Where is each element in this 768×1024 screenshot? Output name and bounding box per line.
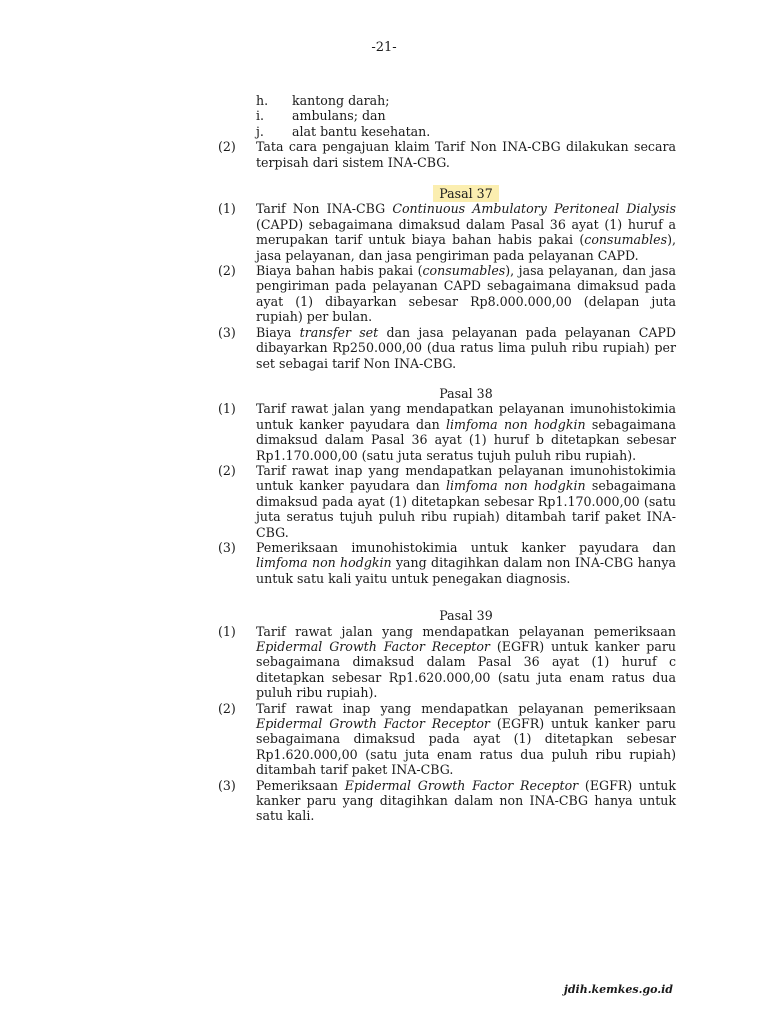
paragraph-number: (1) xyxy=(218,401,236,417)
paragraph-text: Tarif Non INA-CBG Continuous Ambulatory Peritoneal Dialysis (CAPD) sebagaimana dimaksud dalam Pasal 36 ayat (1) huruf a merupakan tarif untuk biaya bahan habis pakai (consumables), jasa pelayanan, dan jasa pengiriman pada pelayanan CAPD. xyxy=(256,201,676,263)
paragraph xyxy=(218,263,676,325)
paragraph xyxy=(218,401,676,463)
footer-link[interactable]: jdih.kemkes.go.id xyxy=(563,983,673,996)
highlighted-heading: Pasal 37 xyxy=(433,185,498,202)
paragraph-text: Pemeriksaan imunohistokimia untuk kanker payudara dan limfoma non hodgkin yang ditagihkan dalam non INA-CBG hanya untuk satu kali yaitu untuk penegakan diagnosis. xyxy=(256,539,676,586)
paragraph-number: (3) xyxy=(218,539,236,555)
page-number: -21- xyxy=(371,40,397,55)
paragraph xyxy=(218,701,676,778)
paragraph-number: (2) xyxy=(218,700,236,716)
section-heading xyxy=(218,186,676,201)
paragraph-text: Biaya bahan habis pakai (consumables), jasa pelayanan, dan jasa pengiriman pada pelayanan CAPD sebagaimana dimaksud pada ayat (1) dibayarkan sebesar Rp8.000.000,00 (delapan juta rupiah) per bulan. xyxy=(256,263,676,325)
list-item xyxy=(218,108,676,123)
paragraph-number: (2) xyxy=(218,263,236,279)
paragraph-text: Tarif rawat inap yang mendapatkan pelayanan pemeriksaan Epidermal Growth Factor Receptor (EGFR) untuk kanker paru sebagaimana dimaksud pada ayat (1) ditetapkan sebesar Rp1.620.000,00 (satu juta enam ratus dua puluh ribu rupiah) ditambah tarif paket INA-CBG. xyxy=(256,700,676,778)
paragraph-number: (3) xyxy=(218,324,236,340)
paragraph-number: (2) xyxy=(218,462,236,478)
list-item xyxy=(218,93,676,108)
list-item-label: j. xyxy=(256,123,264,139)
list-item-text: kantong darah; xyxy=(292,93,390,108)
paragraph-text: Tarif rawat jalan yang mendapatkan pelayanan pemeriksaan Epidermal Growth Factor Receptor (EGFR) untuk kanker paru sebagaimana dimaksud dalam Pasal 36 ayat (1) huruf c ditetapkan sebesar Rp1.620.000,00 (satu juta enam ratus dua puluh ribu rupiah). xyxy=(256,623,676,701)
paragraph-number: (1) xyxy=(218,623,236,639)
paragraph xyxy=(218,463,676,540)
paragraph xyxy=(218,778,676,824)
paragraph xyxy=(218,139,676,170)
paragraph-text: Biaya transfer set dan jasa pelayanan pada pelayanan CAPD dibayarkan Rp250.000,00 (dua ratus lima puluh ribu rupiah) per set sebagai tarif Non INA-CBG. xyxy=(256,324,677,371)
paragraph-text: Pemeriksaan Epidermal Growth Factor Receptor (EGFR) untuk kanker paru yang ditagihkan dalam non INA-CBG hanya untuk satu kali. xyxy=(256,777,676,824)
paragraph-text: Tata cara pengajuan klaim Tarif Non INA-CBG dilakukan secara terpisah dari sistem INA-CBG. xyxy=(256,139,676,170)
paragraph-text: Tarif rawat jalan yang mendapatkan pelayanan imunohistokimia untuk kanker payudara dan limfoma non hodgkin sebagaimana dimaksud dalam Pasal 36 ayat (1) huruf b ditetapkan sebesar Rp1.170.000,00 (satu juta seratus tujuh puluh ribu rupiah). xyxy=(256,401,677,463)
list-item-text: alat bantu kesehatan. xyxy=(292,123,431,139)
list-item-label: i. xyxy=(256,108,265,124)
paragraph-text: Tarif rawat inap yang mendapatkan pelayanan imunohistokimia untuk kanker payudara dan limfoma non hodgkin sebagaimana dimaksud pada ayat (1) ditetapkan sebesar Rp1.170.000,00 (satu juta seratus tujuh puluh ribu rupiah) ditambah tarif paket INA-CBG. xyxy=(256,462,677,540)
list-item-text: ambulans; dan xyxy=(292,108,386,124)
document-body xyxy=(218,93,676,824)
paragraph xyxy=(218,540,676,586)
section-heading: Pasal 38 xyxy=(439,385,493,401)
section-heading: Pasal 39 xyxy=(439,608,493,624)
paragraph xyxy=(218,201,676,263)
paragraph xyxy=(218,325,676,371)
paragraph-number: (2) xyxy=(218,139,236,155)
list-item xyxy=(218,124,676,139)
list-item-label: h. xyxy=(256,93,269,108)
paragraph-number: (1) xyxy=(218,201,236,217)
paragraph-number: (3) xyxy=(218,777,236,793)
paragraph xyxy=(218,624,676,701)
